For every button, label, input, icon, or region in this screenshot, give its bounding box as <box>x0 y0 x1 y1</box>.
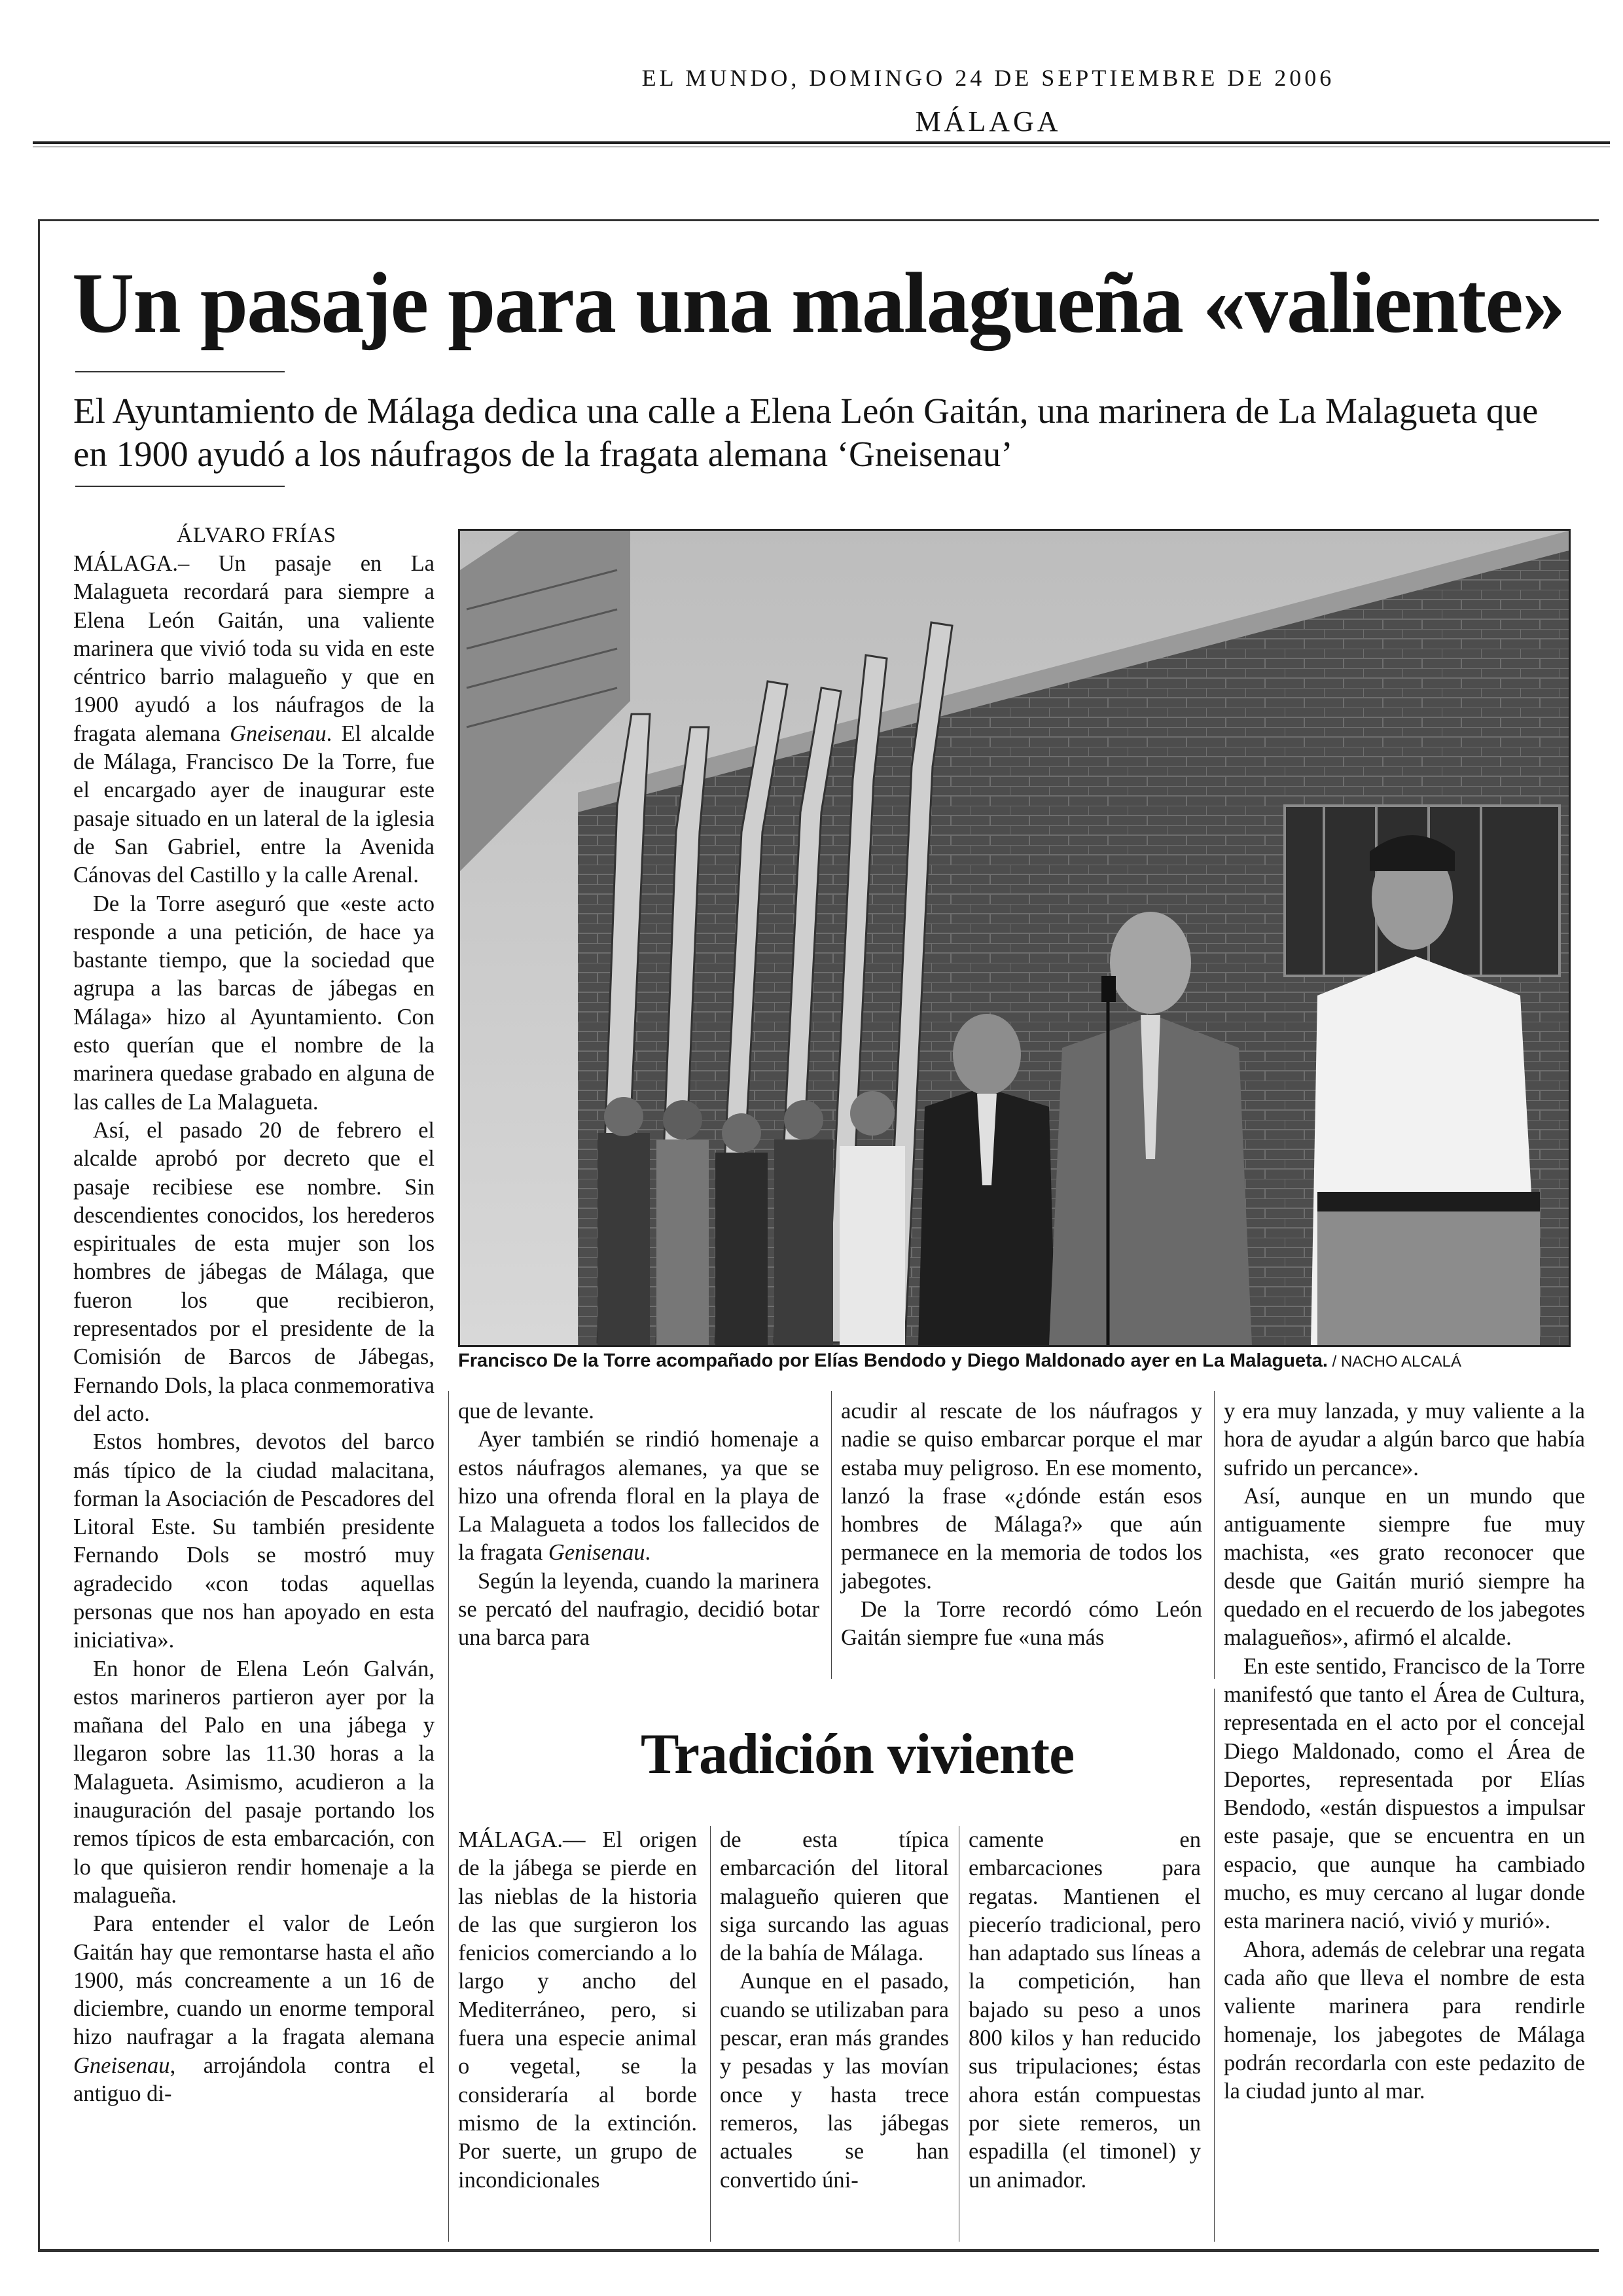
ship-name: Genisenau <box>548 1540 645 1566</box>
paragraph: Así, el pasado 20 de febrero el alcalde aprobó por decreto que el pasaje recibiese ese nombre. Sin descendientes conocidos, los herederos espirituales de esta mujer son los hombres de jábegas de Málaga, que fueron los que recibieron, representados por el presidente de la Comisión de Barcos de Jábegas, Fernando Dols, la placa conmemorativa del acto. <box>73 1117 435 1426</box>
paragraph: que de levante. <box>458 1399 594 1424</box>
column-rule <box>831 1391 832 1679</box>
sidebar-column-rule <box>710 1826 711 2242</box>
article-column-1 <box>73 550 435 2108</box>
paragraph: Ahora, además de celebrar una regata cada año que lleva el nombre de esta valiente marinera para rendirle homenaje, los jabegotes de Málaga podrán recordarla con este pedazito de la ciudad junto al mar. <box>1224 1937 1585 2104</box>
text-run: El origen de la jábega se pierde en las nieblas de la historia de las que surgieron los fenicios comerciando a lo largo y ancho del Mediterráneo, pero, si fuera una especie animal o vegetal, se la consideraría al borde mismo de la extinción. Por suerte, un grupo de incondicionales <box>458 1827 697 2193</box>
paragraph <box>73 550 435 890</box>
article-photo <box>458 529 1571 1347</box>
paragraph: Según la leyenda, cuando la marinera se percató del naufragio, decidió botar una barca para <box>458 1568 819 1651</box>
paragraph: Aunque en el pasado, cuando se utilizaban para pescar, eran más grandes y pesadas y las movían once y hasta trece remeros, las jábegas actuales se han convertido úni- <box>720 1969 949 2193</box>
paragraph: De la Torre recordó cómo León Gaitán siempre fue «una más <box>841 1597 1202 1651</box>
paragraph <box>458 1826 697 2195</box>
paragraph: acudir al rescate de los náufragos y nadie se quiso embarcar porque el mar estaba muy peligroso. En ese momento, lanzó la frase «¿dónde están esos hombres de Málaga?» que aún permanece en la memoria de todos los jabegotes. <box>841 1399 1202 1594</box>
article-headline: Un pasaje para una malagueña «valiente» <box>72 255 1564 351</box>
masthead-date-line: EL MUNDO, DOMINGO 24 DE SEPTIEMBRE DE 2006 <box>641 65 1335 91</box>
sidebar-column-2 <box>720 1826 949 2195</box>
text-run: Ayer también se rindió homenaje a estos náufragos alemanes, ya que se hizo una ofrenda floral en la playa de La Malagueta a todos los fallecidos de la fragata <box>458 1427 819 1566</box>
ship-name: Gneisenau <box>73 2053 170 2078</box>
article-subhead: El Ayuntamiento de Málaga dedica una calle a Elena León Gaitán, una marinera de La Malagueta que en 1900 ayudó a los náufragos de la fragata alemana ‘Gneisenau’ <box>73 391 1539 474</box>
column-rule <box>1214 1391 1215 1679</box>
ship-name: Gneisenau <box>230 721 327 746</box>
article-column-3 <box>841 1397 1202 1653</box>
byline: ÁLVARO FRÍAS <box>177 524 336 547</box>
microphone <box>1101 976 1116 1002</box>
paragraph: En honor de Elena León Galván, estos marineros partieron ayer por la mañana del Palo en una jábega y llegaron sobre las 11.30 horas a la Malagueta. Asimismo, acudieron a la inauguración del pasaje portando los remos típicos de esta embarcación, con lo que quisieron rendir homenaje a la malagueña. <box>73 1656 435 1908</box>
masthead-section: MÁLAGA <box>915 105 1061 137</box>
article-column-2 <box>458 1397 819 1653</box>
paragraph <box>458 1426 819 1567</box>
paragraph: En este sentido, Francisco de la Torre manifestó que tanto el Área de Cultura, representada en el acto por el concejal Diego Maldonado, como el Área de Deportes, representada por Elías Bendodo, «están dispuestos a impulsar este pasaje, que se encuentra en un espacio, que aunque ha cambiado mucho, es muy cercano al lugar donde esta marinera nació, vivió y murió». <box>1224 1653 1585 1934</box>
paragraph <box>73 1910 435 2108</box>
paragraph: de esta típica embarcación del litoral malagueño quieren que siga surcando las aguas de la bahía de Málaga. <box>720 1827 949 1966</box>
dateline: MÁLAGA.— <box>458 1827 586 1852</box>
masthead-rule <box>33 141 1610 144</box>
sidebar-column-3 <box>969 1826 1201 2195</box>
subhead-rule <box>75 486 285 487</box>
bottom-rule <box>38 2249 1599 2250</box>
paragraph: camente en embarcaciones para regatas. Mantienen el pieceríо tradicional, pero han adaptado sus líneas a la competición, han bajado su peso a unos 800 kilos y han reducido sus tripulaciones; éstas ahora están compuestas por siete remeros, un espadilla (el timonel) y un animador. <box>969 1827 1201 2193</box>
caption-text: Francisco De la Torre acompañado por Elías Bendodo y Diego Maldonado ayer en La Malagueta. <box>458 1350 1328 1371</box>
text-run: Para entender el valor de León Gaitán hay que remontarse hasta el año 1900, más concreamente a un 16 de diciembre, cuando un enorme temporal hizo naufragar a la fragata alemana <box>73 1911 435 2050</box>
paragraph: Así, aunque en un mundo que antiguamente siempre fue muy machista, «es grato reconocer que desde que Gaitán murió siempre ha quedado en el recuerdo de los jabegotes malagueños», afirmó el alcalde. <box>1224 1483 1585 1651</box>
photo-illustration <box>460 531 1569 1345</box>
text-run: . <box>645 1540 651 1566</box>
text-run: Un pasaje en La Malagueta recordará para siempre a Elena León Gaitán, una valiente marinera que vivió toda su vida en este céntrico barrio malagueño y que en 1900 ayudó a los náufragos de la fragata alemana <box>73 551 435 746</box>
article-column-4 <box>1224 1397 1585 2106</box>
text-run: . El alcalde de Málaga, Francisco De la Torre, fue el encargado ayer de inaugurar este pasaje situado en un lateral de la iglesia de San Gabriel, entre la Avenida Cánovas del Castillo y la calle Arenal. <box>73 721 435 888</box>
column-rule <box>448 1391 449 2242</box>
column-rule <box>1214 1689 1215 2242</box>
text-run: , arrojándola contra el antiguo di- <box>73 2053 435 2107</box>
sidebar-column-1 <box>458 1826 697 2195</box>
sidebar-title: Tradición viviente <box>640 1723 1075 1786</box>
paragraph: y era muy lanzada, y muy valiente a la hora de ayudar a algún barco que había sufrido un percance». <box>1224 1399 1585 1480</box>
photo-caption <box>458 1350 1597 1372</box>
dateline: MÁLAGA.– <box>73 551 190 576</box>
paragraph: De la Torre aseguró que «este acto responde a una petición, de hace ya bastante tiempo, que la sociedad que agrupa a las barcas de jábegas en Málaga» hizo al Ayuntamiento. Con esto querían que el nombre de la marinera quedase grabado en alguna de las calles de La Malagueta. <box>73 891 435 1115</box>
photo-credit: / NACHO ALCALÁ <box>1327 1353 1462 1371</box>
headline-rule <box>75 371 285 372</box>
paragraph: Estos hombres, devotos del barco más típico de la ciudad malacitana, forman la Asociación de Pescadores del Litoral Este. Su también presidente Fernando Dols se mostró muy agradecido «con todas aquellas personas que nos han apoyado en esta iniciativa». <box>73 1429 435 1653</box>
